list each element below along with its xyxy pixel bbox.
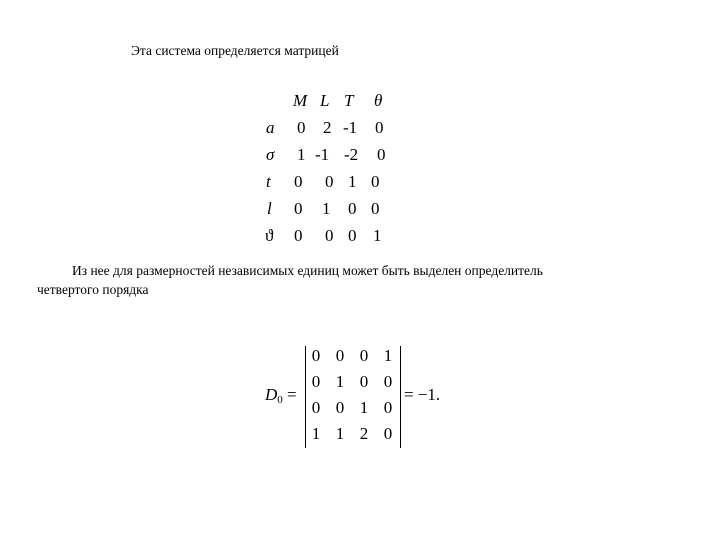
determinant-cell: 0 — [335, 398, 345, 417]
matrix-cell: 0 — [371, 172, 380, 191]
matrix-cell: 0 — [294, 226, 303, 245]
matrix-cell: 0 — [294, 199, 303, 218]
determinant-subscript: 0 — [277, 394, 283, 406]
determinant-cell: 0 — [359, 346, 369, 365]
determinant-cell: 0 — [311, 372, 321, 391]
body-text-line1: Из нее для размерностей независимых единиц может быть выделен определитель — [72, 263, 543, 278]
determinant-cell: 1 — [383, 346, 393, 365]
matrix-cell: 0 — [348, 226, 357, 245]
matrix-cell: 2 — [323, 118, 332, 137]
matrix-header-L: L — [320, 91, 330, 110]
matrix-header-T: T — [344, 91, 354, 110]
determinant-cell: 0 — [383, 372, 393, 391]
matrix-cell: 1 — [373, 226, 382, 245]
matrix-cell: 0 — [325, 226, 334, 245]
determinant-symbol: D — [265, 385, 278, 404]
determinant-cell: 0 — [383, 424, 393, 443]
matrix-cell: 0 — [294, 172, 303, 191]
matrix-cell: 1 — [348, 172, 357, 191]
matrix-row-label: l — [267, 199, 272, 218]
determinant-cell: 0 — [311, 346, 321, 365]
determinant-cell: 1 — [359, 398, 369, 417]
matrix-header-theta: θ — [374, 91, 383, 110]
matrix-cell: 0 — [297, 118, 306, 137]
determinant-cell: 1 — [335, 372, 345, 391]
determinant-cell: 2 — [359, 424, 369, 443]
determinant-cell: 0 — [359, 372, 369, 391]
determinant-right-bar — [400, 346, 401, 448]
matrix-cell: -2 — [344, 145, 359, 164]
matrix-cell: -1 — [343, 118, 358, 137]
matrix-cell: 1 — [297, 145, 306, 164]
matrix-cell: 0 — [375, 118, 384, 137]
body-text-line2: четвертого порядка — [37, 282, 149, 297]
matrix-row-label: t — [266, 172, 271, 191]
matrix-cell: 0 — [348, 199, 357, 218]
intro-text: Эта система определяется матрицей — [131, 43, 339, 58]
matrix-cell: 0 — [371, 199, 380, 218]
matrix-cell: 0 — [325, 172, 334, 191]
determinant-cell: 1 — [311, 424, 321, 443]
determinant-equals-sign: = — [287, 385, 297, 404]
determinant-label — [265, 384, 297, 411]
matrix-row-label: ϑ — [265, 226, 274, 245]
matrix-row-label: σ — [266, 145, 275, 164]
matrix-header-M: M — [293, 91, 308, 110]
determinant-cell: 0 — [311, 398, 321, 417]
matrix-cell: 1 — [322, 199, 331, 218]
determinant-cell: 0 — [383, 398, 393, 417]
determinant-result: = −1. — [404, 385, 441, 404]
matrix-cell: 0 — [377, 145, 386, 164]
matrix-cell: -1 — [315, 145, 330, 164]
determinant-cell: 0 — [335, 346, 345, 365]
matrix-row-label: a — [266, 118, 275, 137]
determinant-cell: 1 — [335, 424, 345, 443]
